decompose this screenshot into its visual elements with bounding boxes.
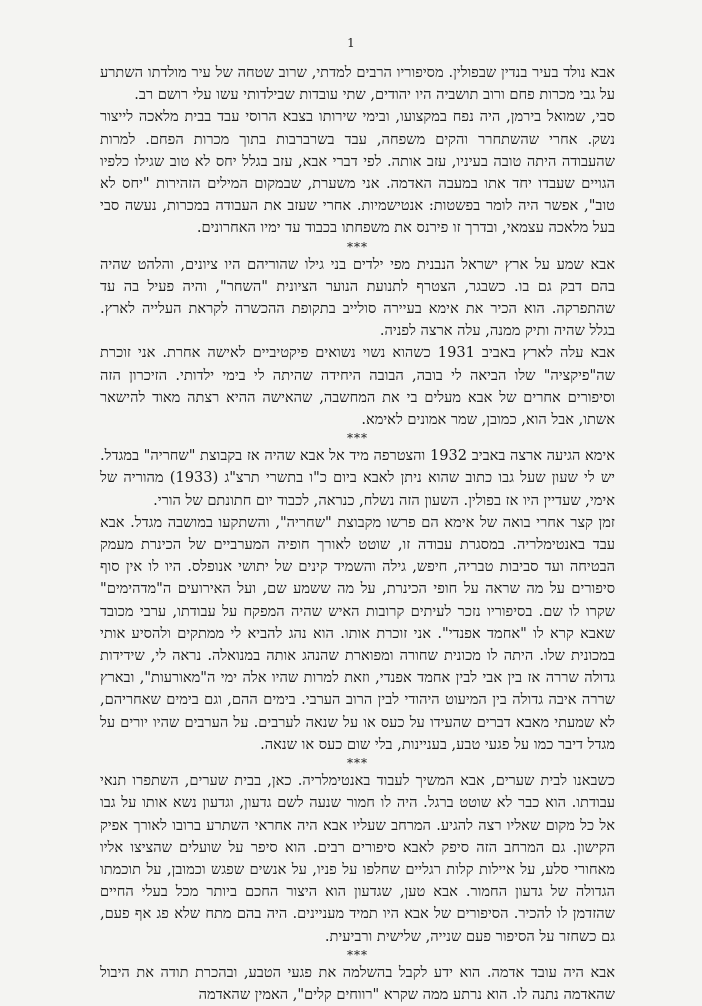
paragraph-3: אבא שמע על ארץ ישראל הנבנית מפי ילדים בני גילו שהוריהם היו ציונים, והלהט שהיה בהם דבק גם בו. כשבגר, הצטרף לתנועת הנוער הציונית "השחר", והיה פעיל בה עד שהתפרקה. הוא הכיר את אימא בעיירה סולייב בתקופת ההכשרה לקראת העלייה לארץ. בגלל שהיה ותיק ממנה, עלה ארצה לפניה.: [100, 255, 615, 340]
section-separator-3: ***: [347, 756, 368, 771]
paragraph-2: סבי, שמואל בירמן, היה נפח במקצועו, ובימי שירותו בצבא הרוסי עבד בבית מלאכה לייצור נשק. אחרי שהשתחרר והקים משפחה, עבד בשרברבות בתוך מכרות הפחם. למרות שהעבודה היתה טובה בעיניו, עזב אותה. לפי דברי אבא, עזב בגלל יחס לא טוב שגילו כלפיו הגויים שעבדו יחד אתו במעבה האדמה. אני משערת, שבמקום המילים הזהירות "יחס לא טוב", אפשר היה לומר בפשטות: אנטישמיות. אחרי שעזב את העבודה במכרות, נעשה סבי בעל מלאכה עצמאי, ובדרך זו פירנס את משפחתו בכבוד עד ימיו האחרונים.: [100, 108, 615, 237]
paragraph-4: אבא עלה לארץ באביב 1931 כשהוא נשוי נשואים פיקטיביים לאישה אחרת. אני זוכרת שה"פיקציה" שלו הביאה לי בובה, הבובה היחידה שהיתה לי בימי ילדותי. הזיכרון הזה וסיפורים אחרים של אבא מעלים בי את המחשבה, שהאישה ההיא רצתה מאוד להישאר אשתו, אבל הוא, כמובן, שמר אמונים לאימא.: [100, 344, 616, 429]
page-number: 1: [347, 36, 355, 50]
section-separator-2: ***: [347, 431, 368, 446]
paragraph-6: זמן קצר אחרי בואה של אימא הם פרשו מקבוצת "שחריה", והשתקעו במושבה מגדל. אבא עבד באנטימלריה. במסגרת עבודה זו, שוטט לאורך חופיה המערביים של הכינרת מעמק הבטיחה ועד סביבות טבריה, חיפש, גילה והשמיד קינים של יתושי אנופלס. היו לו אין סוף סיפורים על מה שראה על חופי הכינרת, על מה ששמע שם, ועל האירועים ה"מדהימים" שקרו לו שם. בסיפוריו נזכר לעיתים קרובות האיש שהיה המפקח על עבודתו, ערבי מכובד שאבא קרא לו "אחמד אפנדי". אני זוכרת אותו. הוא נהג להביא לי ממתקים ולהסיע אותי במכונית שלו. היתה לו מכונית שחורה ומפוארת שהנהג אותה במנואלה. נראה לי, שידידות גדולה שררה אז בין אבי לבין אחמד אפנדי, וזאת למרות שהיו אלה ימי ה"מאורעות", ובארץ שררה איבה גדולה בין המיעוט היהודי לבין הרוב הערבי. בימים ההם, וגם בימים שאחריהם, לא שמעתי מאבא דברים שהעידו על כעס או על שנאה לערבים. על הערבים שהיו יורים על מגדל דיבר כמו על פגעי טבע, בעניינות, בלי שום כעס או שנאה.: [100, 513, 615, 753]
section-separator-1: ***: [347, 239, 368, 254]
paragraph-1: אבא נולד בעיר בנדין שבפולין. מסיפוריו הרבים למדתי, שרוב שטחה של עיר מולדתו השתרע על גבי מכרות פחם ורוב תושביה היו יהודים, שתי עובדות שבילדותי עשו עלי רושם רב.: [100, 64, 615, 104]
section-separator-4: ***: [347, 947, 368, 962]
paragraph-8: אבא היה עובד אדמה. הוא ידע לקבל בהשלמה את פגעי הטבע, ובהכרת תודה את היבול שהאדמה נתנה לו. הוא נרתע ממה שקרא "רווחים קלים", האמין שהאדמה: [100, 963, 615, 1003]
paragraph-7: כשבאנו לבית שערים, אבא המשיך לעבוד באנטימלריה. כאן, בבית שערים, השתפרו תנאי עבודתו. הוא כבר לא שוטט ברגל. היה לו חמור שנעה לשם גדעון, וגדעון נשא אותו על גבו אל כל מקום שאליו רצה להגיע. המרחב שעליו אבא היה אחראי השתרע ברובו לאורך אפיק הקישון. גם המרחב הזה סיפק לאבא סיפורים רבים. הוא סיפר על שועלים שהציצו אליו מאחורי סלע, על איילות קלות רגליים שחלפו על פניו, על אנשים שפגש וכמובן, על תוכמתו הגדולה של גדעון החמור. אבא טען, שגדעון הוא היצור החכם ביותר מכל בעלי החיים שהזדמן לו להכיר. הסיפורים של אבא היו תמיד מעניינים. היה בהם מתח שלא פג אף פעם, גם כשחזר על הסיפור פעם שנייה, שלישית ורביעית.: [100, 772, 615, 945]
paragraph-5: אימא הגיעה ארצה באביב 1932 והצטרפה מיד אל אבא שהיה אז בקבוצת "שחריה" במגדל. יש לי שעון שעל גבו כתוב שהוא ניתן לאבא ביום כ"ו בתשרי תרצ"ג (1933) מהוריה של אימי, שעדיין היו אז בפולין. השעון הזה נשלח, כנראה, לכבוד יום חתונתם של הורי.: [100, 447, 615, 509]
document-body: [100, 62, 615, 1006]
